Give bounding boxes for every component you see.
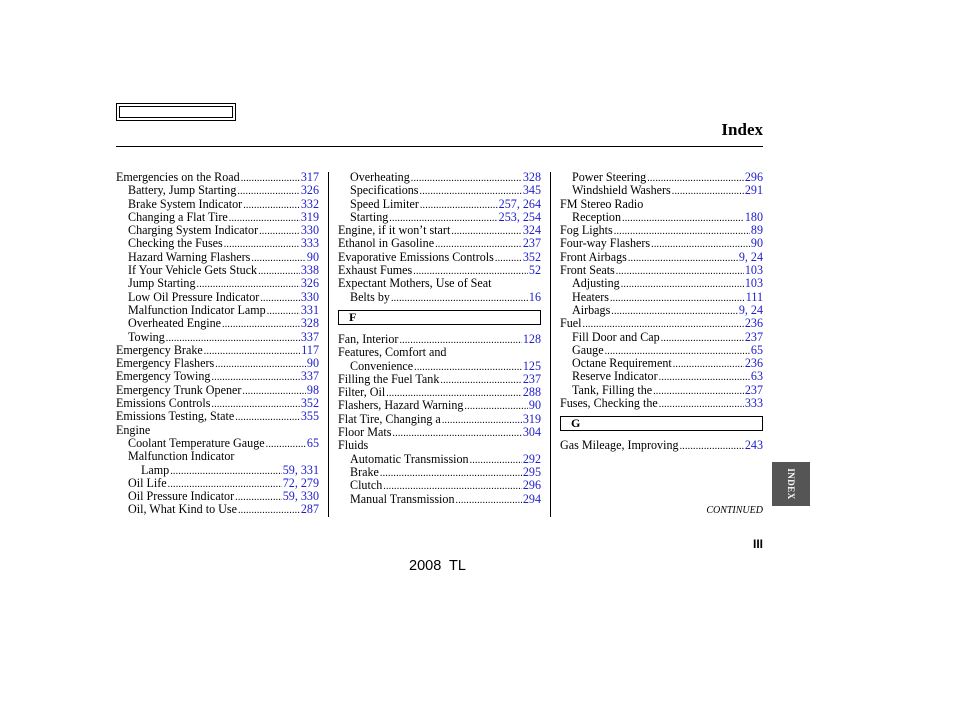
dot-leader: [241, 172, 300, 185]
dot-leader: [621, 278, 744, 291]
index-entry-label: Belts by: [350, 289, 390, 304]
index-entry-label: Clutch: [350, 478, 383, 493]
dot-leader: [442, 414, 522, 427]
index-entry[interactable]: [560, 317, 763, 330]
dot-leader: [628, 252, 738, 265]
index-entry[interactable]: [560, 224, 763, 237]
dot-leader: [235, 491, 282, 504]
index-entry-page-link[interactable]: 257, 264: [498, 196, 541, 211]
index-entry-label: Filling the Fuel Tank: [338, 371, 440, 386]
index-entry-label: Heaters: [572, 289, 609, 304]
dot-leader: [651, 238, 750, 251]
index-entry-label: Evaporative Emissions Controls: [338, 249, 494, 264]
index-entry-page-link[interactable]: 337: [300, 369, 319, 384]
index-entry-page-link[interactable]: 253, 254: [498, 209, 541, 224]
index-entry-label: Emissions Controls: [116, 396, 211, 411]
index-entry-label: Brake System Indicator: [128, 196, 243, 211]
index-entry-page-link[interactable]: 243: [744, 438, 763, 453]
index-entry-label: Filter, Oil: [338, 385, 386, 400]
index-entry[interactable]: [116, 184, 319, 197]
index-entry-page-link[interactable]: 236: [744, 356, 763, 371]
index-entry-page-link[interactable]: 292: [522, 451, 541, 466]
index-entry[interactable]: [116, 357, 319, 370]
index-entry-label: Gas Mileage, Improving: [560, 438, 679, 453]
index-entry[interactable]: [560, 264, 763, 277]
index-entry-label: Oil Pressure Indicator: [128, 489, 235, 504]
index-entry-page-link[interactable]: 326: [300, 276, 319, 291]
index-entry-label: Windshield Washers: [572, 183, 671, 198]
dot-leader: [392, 427, 521, 440]
index-entry-label: Towing: [128, 329, 165, 344]
dot-leader: [420, 199, 498, 212]
index-entry-page-link[interactable]: 338: [300, 263, 319, 278]
dot-leader: [440, 374, 521, 387]
index-entry[interactable]: [116, 464, 319, 477]
dot-leader: [495, 252, 522, 265]
index-entry-page-link[interactable]: 65: [750, 342, 763, 357]
index-entry[interactable]: [116, 251, 319, 264]
index-entry-label: Fuses, Checking the: [560, 396, 658, 411]
index-entry-label: Manual Transmission: [350, 491, 455, 506]
index-entry-page-link[interactable]: 103: [744, 263, 763, 278]
footer-model: 2008 TL: [409, 558, 466, 574]
dot-leader: [653, 385, 744, 398]
index-entry-page-link[interactable]: 294: [522, 491, 541, 506]
index-entry-page-link[interactable]: 319: [300, 209, 319, 224]
section-header-g: G: [560, 416, 763, 431]
index-entry[interactable]: [116, 370, 319, 383]
index-entry-page-link[interactable]: 180: [744, 209, 763, 224]
index-entry-label: Jump Starting: [128, 276, 196, 291]
index-entry-label: Low Oil Pressure Indicator: [128, 289, 260, 304]
index-entry[interactable]: [116, 291, 319, 304]
dot-leader: [456, 494, 522, 507]
index-entry-page-link[interactable]: 317: [300, 170, 319, 184]
index-entry-label: Fog Lights: [560, 223, 613, 238]
index-entry-page-link[interactable]: 331: [300, 302, 319, 317]
dot-leader: [391, 292, 528, 305]
dot-leader: [616, 265, 744, 278]
index-entry: [116, 450, 319, 463]
dot-leader: [260, 292, 300, 305]
dot-leader: [659, 398, 744, 411]
dot-leader: [222, 318, 300, 331]
index-entry-label: Hazard Warning Flashers: [128, 249, 251, 264]
index-entry-label: Flat Tire, Changing a: [338, 411, 441, 426]
index-entry[interactable]: [116, 317, 319, 330]
dot-leader: [242, 385, 306, 398]
index-entry[interactable]: [338, 237, 541, 250]
index-entry-page-link[interactable]: 295: [522, 464, 541, 479]
index-entry-page-link[interactable]: 296: [522, 478, 541, 493]
index-entry-label: Emergencies on the Road: [116, 170, 240, 184]
index-entry-page-link[interactable]: 89: [750, 223, 763, 238]
index-entry-label: Changing a Flat Tire: [128, 209, 228, 224]
index-entry-label: Front Airbags: [560, 249, 627, 264]
index-entry-label: Octane Requirement: [572, 356, 672, 371]
index-entry-page-link[interactable]: 296: [744, 170, 763, 184]
index-entry[interactable]: [338, 224, 541, 237]
index-entry-label: Starting: [350, 209, 389, 224]
index-entry: [116, 424, 319, 437]
index-entry-page-link[interactable]: 237: [744, 329, 763, 344]
index-entry-page-link[interactable]: 352: [300, 396, 319, 411]
index-entry-page-link[interactable]: 330: [300, 289, 319, 304]
index-entry-page-link[interactable]: 90: [750, 236, 763, 251]
index-entry[interactable]: [116, 277, 319, 290]
index-entry[interactable]: [116, 171, 319, 184]
index-entry-label: Emergency Trunk Opener: [116, 382, 242, 397]
dot-leader: [610, 292, 745, 305]
index-entry-label: Brake: [350, 464, 379, 479]
index-entry-page-link[interactable]: 63: [750, 369, 763, 384]
index-entry[interactable]: [560, 331, 763, 344]
dot-leader: [661, 332, 744, 345]
index-entry-label: Automatic Transmission: [350, 451, 469, 466]
index-entry-label: Malfunction Indicator Lamp: [128, 302, 266, 317]
index-entry-page-link[interactable]: 65: [306, 435, 319, 450]
index-entry-page-link[interactable]: 111: [745, 289, 763, 304]
index-entry: [560, 198, 763, 211]
index-entry-label: Engine: [116, 422, 151, 437]
index-entry[interactable]: [338, 211, 541, 224]
index-entry-page-link[interactable]: 237: [522, 371, 541, 386]
dot-leader: [451, 225, 522, 238]
index-entry[interactable]: [560, 397, 763, 410]
index-entry-page-link[interactable]: 237: [522, 236, 541, 251]
index-entry-label: Overheated Engine: [128, 316, 222, 331]
index-entry-label: Emergency Flashers: [116, 356, 215, 371]
index-entry-label: Fill Door and Cap: [572, 329, 660, 344]
index-entry-page-link[interactable]: 16: [528, 289, 541, 304]
index-entry[interactable]: [338, 184, 541, 197]
index-entry-label: Checking the Fuses: [128, 236, 223, 251]
index-entry[interactable]: [560, 277, 763, 290]
index-entry[interactable]: [338, 453, 541, 466]
dot-leader: [259, 225, 300, 238]
dot-leader: [672, 185, 744, 198]
dot-leader: [238, 504, 300, 517]
dot-leader: [673, 358, 744, 371]
index-entry-page-link[interactable]: 352: [522, 249, 541, 264]
index-entry-label: Airbags: [572, 302, 611, 317]
navigation-box: [116, 103, 236, 121]
index-entry-label: Reception: [572, 209, 622, 224]
index-entry-label: Emergency Brake: [116, 342, 203, 357]
index-entry-page-link[interactable]: 288: [522, 385, 541, 400]
title-rule: [116, 146, 763, 147]
index-entry[interactable]: [560, 370, 763, 383]
index-entry[interactable]: [338, 198, 541, 211]
dot-leader: [258, 265, 300, 278]
index-entry-page-link[interactable]: 128: [522, 331, 541, 346]
index-entry-page-link[interactable]: 125: [522, 358, 541, 373]
index-entry-page-link[interactable]: 90: [306, 249, 319, 264]
index-entry-label: Four-way Flashers: [560, 236, 651, 251]
index-entry-label: Exhaust Fumes: [338, 263, 413, 278]
index-entry[interactable]: [338, 413, 541, 426]
index-entry[interactable]: [116, 224, 319, 237]
index-entry-page-link[interactable]: 328: [522, 170, 541, 184]
index-entry-label: Front Seats: [560, 263, 615, 278]
dot-leader: [215, 358, 306, 371]
index-entry[interactable]: [116, 304, 319, 317]
index-entry-page-link[interactable]: 330: [300, 223, 319, 238]
index-entry-label: Flashers, Hazard Warning: [338, 398, 464, 413]
index-entry[interactable]: [560, 439, 763, 452]
dot-leader: [235, 411, 300, 424]
index-entry-page-link[interactable]: 72, 279: [282, 475, 319, 490]
index-entry-page-link[interactable]: 237: [744, 382, 763, 397]
index-entry[interactable]: [116, 437, 319, 450]
index-entry[interactable]: [338, 373, 541, 386]
index-entry[interactable]: [116, 397, 319, 410]
index-entry[interactable]: [338, 399, 541, 412]
index-entry[interactable]: [116, 503, 319, 516]
index-entry-label: Emergency Towing: [116, 369, 211, 384]
index-entry-page-link[interactable]: 59, 331: [282, 462, 319, 477]
index-entry-label: Power Steering: [572, 170, 647, 184]
index-entry-page-link[interactable]: 103: [744, 276, 763, 291]
index-entry-page-link[interactable]: 337: [300, 329, 319, 344]
index-entry-page-link[interactable]: 117: [301, 342, 319, 357]
dot-leader: [380, 467, 522, 480]
index-entry-label: Fuel: [560, 316, 582, 331]
dot-leader: [251, 252, 306, 265]
index-column-2: [338, 171, 541, 506]
index-entry-label: Expectant Mothers, Use of Seat: [338, 276, 492, 291]
dot-leader: [237, 185, 299, 198]
index-entry-label: Tank, Filling the: [572, 382, 653, 397]
index-entry: [338, 439, 541, 452]
index-entry[interactable]: [338, 291, 541, 304]
index-entry[interactable]: [560, 251, 763, 264]
index-entry-label: Features, Comfort and: [338, 345, 447, 360]
index-side-tab-label: INDEX: [786, 468, 796, 500]
index-entry-label: Floor Mats: [338, 425, 392, 440]
index-entry[interactable]: [560, 357, 763, 370]
dot-leader: [204, 345, 301, 358]
index-entry[interactable]: [560, 384, 763, 397]
index-entry-label: Engine, if it won’t start: [338, 223, 451, 238]
index-entry-label: FM Stereo Radio: [560, 196, 644, 211]
index-entry-label: Adjusting: [572, 276, 620, 291]
column-divider-1: [328, 172, 329, 517]
index-entry[interactable]: [560, 237, 763, 250]
index-entry[interactable]: [338, 426, 541, 439]
index-entry-page-link[interactable]: 333: [300, 236, 319, 251]
index-entry[interactable]: [560, 171, 763, 184]
index-entry[interactable]: [338, 333, 541, 346]
index-entry-page-link[interactable]: 328: [300, 316, 319, 331]
index-entry-label: Fan, Interior: [338, 331, 399, 346]
index-entry[interactable]: [338, 264, 541, 277]
dot-leader: [611, 305, 738, 318]
index-column-1: [116, 171, 319, 517]
index-entry-label: Convenience: [350, 358, 414, 373]
index-entry-page-link[interactable]: 291: [744, 183, 763, 198]
index-entry-label: Emissions Testing, State: [116, 409, 235, 424]
index-entry-page-link[interactable]: 324: [522, 223, 541, 238]
index-entry[interactable]: [338, 360, 541, 373]
dot-leader: [411, 172, 522, 185]
dot-leader: [464, 400, 527, 413]
index-entry[interactable]: [560, 184, 763, 197]
index-entry-label: Gauge: [572, 342, 604, 357]
index-entry-page-link[interactable]: 345: [522, 183, 541, 198]
index-entry-page-link[interactable]: 52: [528, 263, 541, 278]
index-side-tab[interactable]: [772, 462, 810, 506]
index-entry[interactable]: [116, 477, 319, 490]
index-entry[interactable]: [116, 410, 319, 423]
index-entry[interactable]: [560, 344, 763, 357]
index-entry-page-link[interactable]: 9, 24: [738, 249, 763, 264]
index-entry[interactable]: [116, 490, 319, 503]
index-entry-label: Reserve Indicator: [572, 369, 658, 384]
index-entry-label: Oil, What Kind to Use: [128, 502, 237, 517]
index-entry[interactable]: [338, 251, 541, 264]
index-entry-page-link[interactable]: 326: [300, 183, 319, 198]
index-entry[interactable]: [338, 479, 541, 492]
index-entry-page-link[interactable]: 332: [300, 196, 319, 211]
index-entry[interactable]: [116, 331, 319, 344]
index-entry-page-link[interactable]: 319: [522, 411, 541, 426]
index-entry[interactable]: [338, 171, 541, 184]
index-entry[interactable]: [116, 237, 319, 250]
column-divider-2: [550, 172, 551, 517]
index-entry-label: If Your Vehicle Gets Stuck: [128, 263, 258, 278]
index-entry-page-link[interactable]: 304: [522, 425, 541, 440]
index-entry-page-link[interactable]: 236: [744, 316, 763, 331]
index-entry-label: Battery, Jump Starting: [128, 183, 237, 198]
index-entry-label: Speed Limiter: [350, 196, 419, 211]
index-entry[interactable]: [560, 211, 763, 224]
dot-leader: [267, 305, 300, 318]
index-entry: [338, 277, 541, 290]
dot-leader: [170, 465, 282, 478]
dot-leader: [470, 454, 522, 467]
dot-leader: [243, 199, 300, 212]
index-entry[interactable]: [338, 386, 541, 399]
page-number: III: [752, 537, 763, 551]
index-entry[interactable]: [560, 291, 763, 304]
index-entry-label: Overheating: [350, 170, 410, 184]
index-entry-label: Oil Life: [128, 475, 167, 490]
index-entry[interactable]: [338, 493, 541, 506]
continued-label: CONTINUED: [706, 505, 763, 516]
dot-leader: [266, 438, 306, 451]
index-entry-page-link[interactable]: 333: [744, 396, 763, 411]
index-entry-label: Lamp: [141, 462, 170, 477]
dot-leader: [680, 440, 744, 453]
index-entry[interactable]: [560, 304, 763, 317]
index-column-3: [560, 171, 763, 453]
index-entry[interactable]: [116, 384, 319, 397]
index-entry-label: Ethanol in Gasoline: [338, 236, 435, 251]
index-entry[interactable]: [338, 466, 541, 479]
index-entry[interactable]: [116, 198, 319, 211]
index-entry-page-link[interactable]: 90: [306, 356, 319, 371]
dot-leader: [622, 212, 744, 225]
index-entry: [338, 346, 541, 359]
page-title: Index: [721, 120, 763, 139]
index-entry[interactable]: [116, 344, 319, 357]
dot-leader: [659, 371, 750, 384]
index-entry[interactable]: [116, 264, 319, 277]
index-entry-label: Fluids: [338, 438, 369, 453]
index-entry-label: Specifications: [350, 183, 419, 198]
index-entry-page-link[interactable]: 355: [300, 409, 319, 424]
index-entry-label: Charging System Indicator: [128, 223, 259, 238]
index-entry-page-link[interactable]: 59, 330: [282, 489, 319, 504]
index-entry-page-link[interactable]: 287: [300, 502, 319, 517]
section-header-f: F: [338, 310, 541, 325]
index-entry[interactable]: [116, 211, 319, 224]
index-entry-page-link[interactable]: 9, 24: [738, 302, 763, 317]
index-entry-label: Malfunction Indicator: [128, 449, 235, 464]
index-entry-label: Coolant Temperature Gauge: [128, 435, 265, 450]
index-entry-page-link[interactable]: 90: [528, 398, 541, 413]
index-entry-page-link[interactable]: 98: [306, 382, 319, 397]
